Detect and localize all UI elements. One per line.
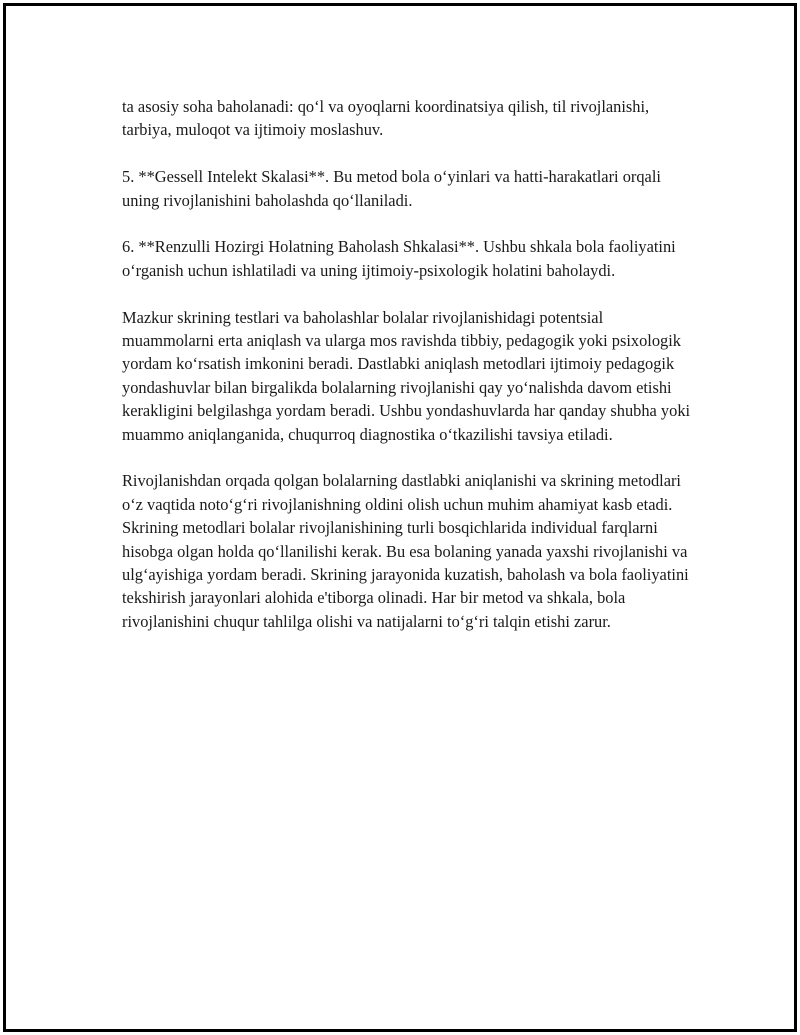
page-frame — [3, 3, 797, 1032]
paragraph-renzulli-scale: 6. **Renzulli Hozirgi Holatning Baholash Shkalasi**. Ushbu shkala bola faoliyatini o‘rganish uchun ishlatiladi va uning ijtimoiy-psixologik holatini baholaydi. — [122, 237, 676, 280]
document-body — [122, 95, 692, 657]
paragraph-screening-tests: Mazkur skrining testlari va baholashlar bolalar rivojlanishidagi potentsial muammolarni erta aniqlash va ularga mos ravishda tibbiy, pedagogik yoki psixologik yordam ko‘rsatish imkonini beradi. Dastlabki aniqlash metodlari ijtimoiy pedagogik yondashuvlar bilan birgalikda bolalarning rivojlanishi qay yo‘nalishda davom etishi kerakligini belgilashga yordam beradi. Ushbu yondashuvlarda har qanday shubha yoki muammo aniqlanganida, chuqurroq diagnostika o‘tkazilishi tavsiya etiladi. — [122, 307, 691, 444]
paragraph-assessment-areas: ta asosiy soha baholanadi: qo‘l va oyoqlarni koordinatsiya qilish, til rivojlanishi, tarbiya, muloqot va ijtimoiy moslashuv. — [122, 97, 650, 140]
paragraph-gessell-scale: 5. **Gessell Intelekt Skalasi**. Bu metod bola o‘yinlari va hatti-harakatlari orqali uning rivojlanishini baholashda qo‘llaniladi. — [122, 167, 661, 210]
paragraph-early-detection: Rivojlanishdan orqada qolgan bolalarning dastlabki aniqlanishi va skrining metodlari o‘z vaqtida noto‘g‘ri rivojlanishning oldini olish uchun muhim ahamiyat kasb etadi. Skrining metodlari bolalar rivojlanishining turli bosqichlarida individual farqlarni hisobga olgan holda qo‘llanilishi kerak. Bu esa bolaning yanada yaxshi rivojlanishi va ulg‘ayishiga yordam beradi. Skrining jarayonida kuzatish, baholash va bola faoliyatini tekshirish jarayonlari alohida e'tiborga olinadi. Har bir metod va shkala, bola rivojlanishini chuqur tahlilga olishi va natijalarni to‘g‘ri talqin etishi zarur. — [122, 471, 689, 631]
